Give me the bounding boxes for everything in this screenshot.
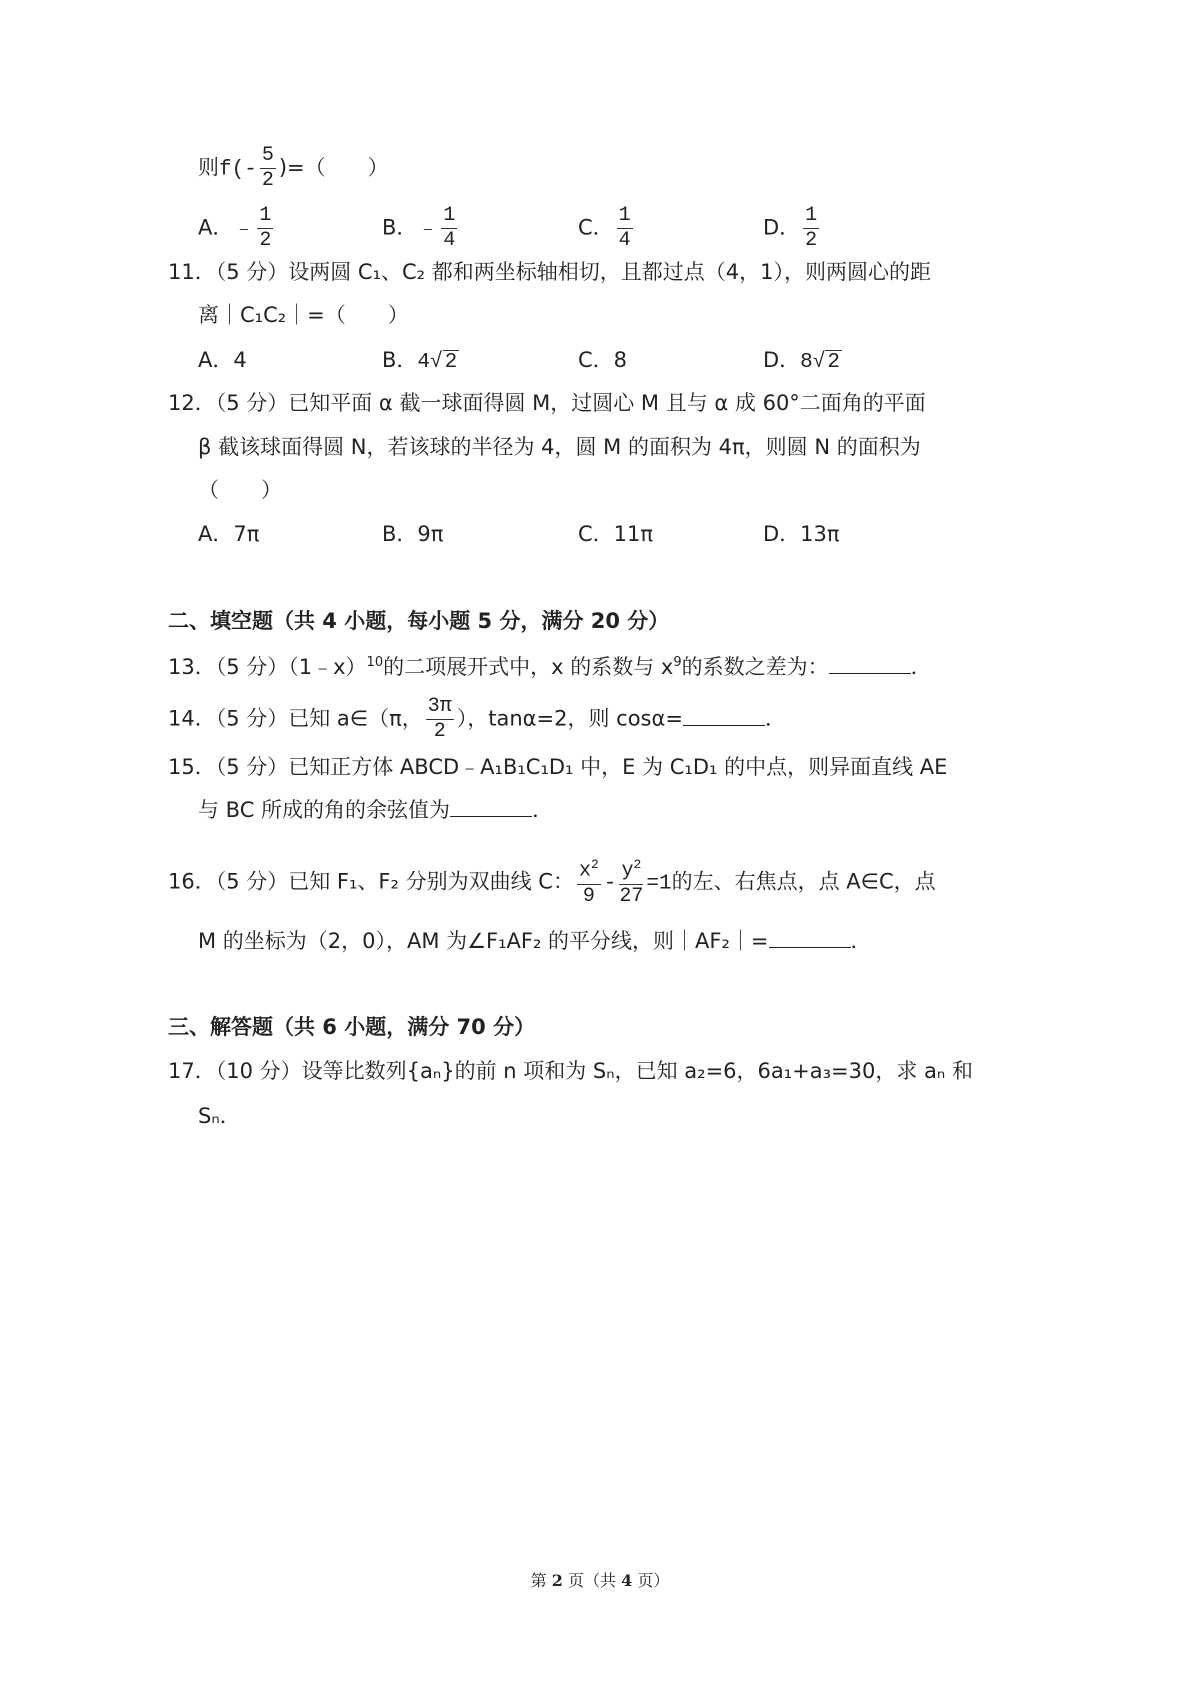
q11-option-a	[198, 345, 247, 375]
q12-option-d	[763, 519, 840, 549]
option-label: C．	[578, 348, 614, 372]
option-num: 1	[259, 204, 272, 227]
option-label: B．	[382, 215, 418, 240]
option-label: A．	[198, 215, 234, 240]
q12-option-a	[198, 519, 259, 549]
q16-minus: -	[603, 872, 617, 896]
option-den: 2	[805, 229, 818, 252]
footer-text-a: 第	[530, 1571, 552, 1590]
option-label: D．	[763, 522, 801, 546]
q15-text: 与 BC 所成的角的余弦值为	[198, 798, 451, 822]
sqrt-coef: 4	[417, 351, 431, 374]
q16-text-a: 16．（5 分）已知 F₁、F₂ 分别为双曲线 C：	[168, 869, 574, 894]
q16-exp-y: 2	[633, 857, 642, 872]
q14-den: 2	[433, 720, 446, 743]
q14-text-a: 14．（5 分）已知 a∈（π，	[168, 706, 423, 731]
option-den: 4	[443, 229, 456, 252]
option-label: A．	[198, 348, 234, 372]
page-footer	[0, 1568, 1200, 1591]
q16-fraction-y	[619, 858, 643, 907]
q16-end: ．	[850, 929, 872, 953]
option-value: 9π	[417, 522, 444, 546]
q13-end: ．	[910, 655, 932, 679]
option-label: B．	[382, 522, 418, 546]
q16-fraction-x	[577, 858, 601, 907]
answer-blank[interactable]	[829, 655, 911, 674]
q10-den: 2	[261, 169, 274, 192]
q10-neg: -	[244, 158, 257, 182]
footer-text-c: 页）	[632, 1571, 670, 1590]
q16-den-x: 9	[582, 884, 595, 908]
option-sign: ﹣	[233, 215, 255, 240]
answer-blank[interactable]	[769, 929, 851, 948]
option-num: 1	[618, 204, 631, 227]
option-sign: ﹣	[417, 215, 439, 240]
q14-num: 3π	[427, 695, 452, 718]
option-label: D．	[763, 215, 801, 240]
q11-option-d	[763, 345, 842, 378]
q11-line1: 11．（5 分）设两圆 C₁、C₂ 都和两坐标轴相切，且都过点（4，1），则两圆心的距	[168, 260, 931, 284]
q16-exp-x: 2	[590, 857, 599, 872]
q12-option-c	[578, 519, 653, 549]
q16-text-b: 的左、右焦点，点 A∈C，点	[671, 869, 936, 894]
sqrt-expression: 8√2	[800, 351, 840, 374]
q16-eq: =1	[646, 872, 672, 896]
footer-text-b: 页（共	[562, 1571, 622, 1590]
option-value: 13π	[800, 522, 840, 546]
q11-option-b	[382, 345, 459, 378]
option-label: C．	[578, 215, 614, 240]
q10-option-b	[382, 206, 460, 251]
q10-num: 5	[261, 144, 274, 167]
q10-fraction	[260, 146, 276, 191]
option-label: A．	[198, 522, 234, 546]
sqrt-radicand: 2	[444, 351, 458, 374]
q16-x: x	[578, 859, 591, 883]
q10-prefix: 则	[198, 155, 219, 180]
q17-line1: 17．（10 分）设等比数列{aₙ}的前 n 项和为 Sₙ，已知 a₂=6，6a₁+a₃=30，求 aₙ 和	[168, 1059, 973, 1083]
q10-fn: f(	[219, 158, 245, 182]
q10-suffix: )=（ ）	[278, 155, 389, 180]
option-label: B．	[382, 348, 418, 372]
q10-option-d	[763, 206, 822, 251]
q12-line1: 12．（5 分）已知平面 α 截一球面得圆 M，过圆心 M 且与 α 成 60°二面角的平面	[168, 391, 926, 415]
option-num: 1	[443, 204, 456, 227]
q13-exponent: 10	[366, 655, 384, 670]
q13-text-a: 13．（5 分）（1﹣x）	[168, 655, 367, 679]
total-pages: 4	[621, 1571, 633, 1590]
q10-stem	[198, 146, 389, 191]
answer-blank[interactable]	[683, 707, 765, 726]
option-den: 4	[618, 229, 631, 252]
option-value: 7π	[233, 522, 260, 546]
option-value: 11π	[613, 522, 654, 546]
q10-option-a	[198, 206, 276, 251]
q16-line2	[198, 926, 872, 956]
q16-text-line2: M 的坐标为（2，0），AM 为∠F₁AF₂ 的平分线，则｜AF₂｜=	[198, 929, 769, 953]
q11-option-c	[578, 345, 627, 375]
q13-text-c: 的系数之差为：	[681, 655, 829, 679]
q15-line2	[198, 795, 553, 825]
option-den: 2	[259, 229, 272, 252]
q13-exponent2: 9	[673, 655, 682, 670]
sqrt-radicand: 2	[827, 351, 840, 374]
option-value: 4	[233, 348, 247, 372]
option-label: C．	[578, 522, 614, 546]
q13	[168, 648, 932, 682]
q14-fraction	[426, 697, 454, 742]
answer-blank[interactable]	[450, 798, 532, 817]
q16-line1	[168, 858, 936, 907]
option-label: D．	[763, 348, 801, 372]
sqrt-coef: 8	[800, 351, 813, 374]
page-number: 2	[551, 1571, 563, 1590]
q17-line2: Sₙ．	[198, 1104, 241, 1128]
q14-end: ．	[764, 706, 786, 731]
option-num: 1	[805, 204, 818, 227]
q12-option-b	[382, 519, 443, 549]
q16-y: y	[621, 859, 634, 883]
section3-title: 三、解答题（共 6 小题，满分 70 分）	[168, 1015, 536, 1039]
q10-option-c	[578, 206, 636, 251]
q15-line1: 15．（5 分）已知正方体 ABCD﹣A₁B₁C₁D₁ 中，E 为 C₁D₁ 的中点，则异面直线 AE	[168, 755, 948, 779]
section2-title: 二、填空题（共 4 小题，每小题 5 分，满分 20 分）	[168, 609, 670, 633]
q11-line2: 离｜C₁C₂｜=（ ）	[198, 303, 409, 327]
q16-den-y: 27	[619, 884, 644, 908]
option-value: 8	[613, 348, 628, 372]
q13-text-b: 的二项展开式中，x 的系数与 x	[383, 655, 674, 679]
q14	[168, 697, 786, 742]
q12-line2: β 截该球面得圆 N，若该球的半径为 4，圆 M 的面积为 4π，则圆 N 的面积为	[198, 435, 921, 459]
q14-text-b: ），tanα=2，则 cosα=	[456, 706, 683, 731]
sqrt-expression: 4√2	[417, 351, 458, 374]
q15-end: ．	[532, 798, 554, 822]
q12-line3: （ ）	[198, 478, 282, 502]
